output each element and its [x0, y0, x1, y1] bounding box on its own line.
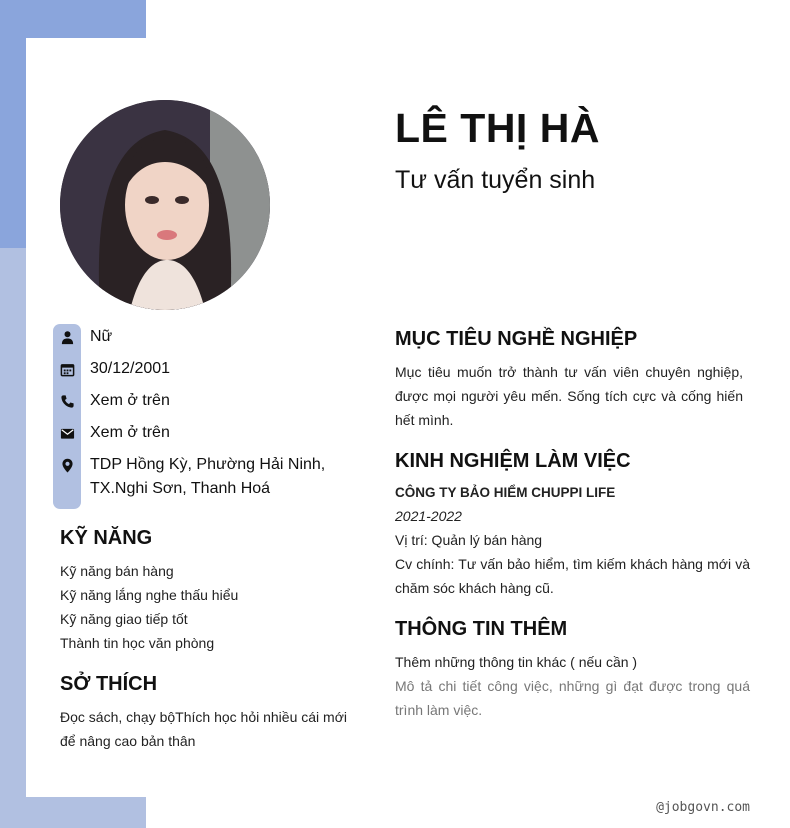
objective-title: MỤC TIÊU NGHỀ NGHIỆP: [395, 328, 638, 350]
extra-line-1: Thêm những thông tin khác ( nếu cần ): [395, 654, 638, 670]
mail-icon: [55, 421, 79, 445]
experience-title: KINH NGHIỆM LÀM VIỆC: [395, 450, 631, 472]
objective-text: Mục tiêu muốn trở thành tư vấn viên chuyên nghiệp, được mọi người yêu mến. Sống tích cực và cống hiến hết mình.: [395, 364, 743, 428]
phone-icon: [55, 389, 79, 413]
avatar: [60, 100, 270, 310]
calendar-icon: [55, 357, 79, 381]
skill-item: Kỹ năng giao tiếp tốt: [60, 611, 188, 627]
experience-position: Vị trí: Quản lý bán hàng: [395, 532, 543, 548]
info-gender: [55, 325, 330, 349]
info-birthday: [55, 357, 330, 381]
footer-watermark: @jobgovn.com: [656, 800, 750, 815]
info-address-text: TDP Hồng Kỳ, Phường Hải Ninh, TX.Nghi Sơn, Thanh Hoá: [90, 456, 326, 497]
candidate-name: LÊ THỊ HÀ: [395, 105, 600, 151]
location-icon: [55, 453, 79, 477]
skill-item: Thành tin học văn phòng: [60, 635, 215, 651]
avatar-image: [60, 100, 270, 310]
skill-item: Kỹ năng bán hàng: [60, 563, 174, 579]
extra-title: THÔNG TIN THÊM: [395, 618, 568, 640]
hobbies-title: SỞ THÍCH: [60, 673, 158, 695]
info-address: [55, 453, 330, 501]
hobbies-text: Đọc sách, chạy bộThích học hỏi nhiều cái mới để nâng cao bản thân: [60, 709, 347, 749]
info-birthday-text: 30/12/2001: [90, 360, 171, 377]
candidate-role: Tư vấn tuyển sinh: [395, 166, 596, 194]
extra-line-2: Mô tả chi tiết công việc, những gì đạt được trong quá trình làm việc.: [395, 678, 750, 718]
info-gender-text: Nữ: [90, 328, 113, 345]
experience-period: 2021-2022: [395, 508, 462, 524]
info-phone: [55, 389, 330, 413]
experience-company: CÔNG TY BẢO HIỂM CHUPPI LIFE: [395, 485, 616, 500]
skill-item: Kỹ năng lắng nghe thấu hiểu: [60, 587, 239, 603]
person-icon: [55, 325, 79, 349]
info-email-text: Xem ở trên: [90, 424, 170, 441]
experience-duties: Cv chính: Tư vấn bảo hiểm, tìm kiếm khách hàng mới và chăm sóc khách hàng cũ.: [395, 556, 750, 596]
info-phone-text: Xem ở trên: [90, 392, 170, 409]
info-email: [55, 421, 330, 445]
skills-title: KỸ NĂNG: [60, 527, 153, 549]
